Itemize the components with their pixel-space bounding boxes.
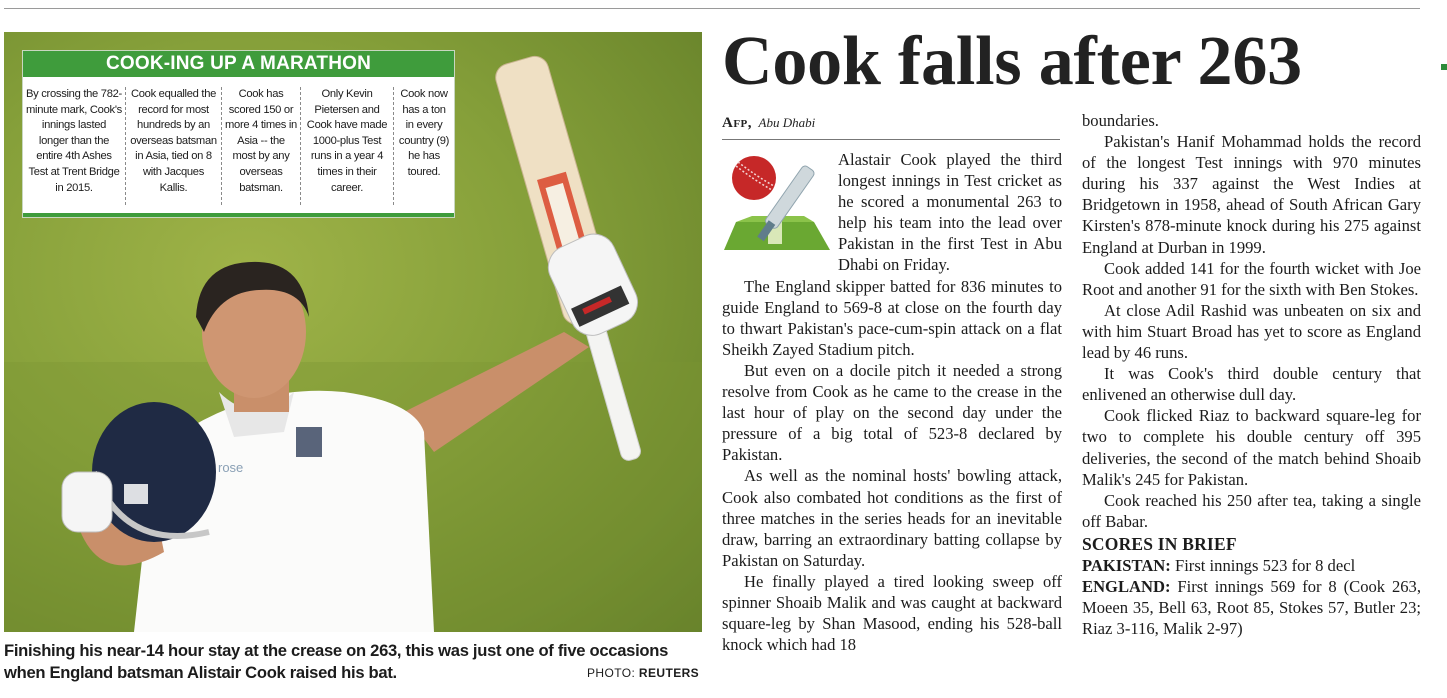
article-paragraph: It was Cook's third double century that enlivened an otherwise dull day. [1082,364,1421,405]
top-rule [4,8,1420,9]
headline: Cook falls after 263 [722,23,1302,100]
svg-text:rose: rose [218,460,244,475]
score-pakistan-text: First innings 523 for 8 decl [1174,555,1356,575]
article-paragraph: As well as the nominal hosts' bowling attack, Cook also combated hot conditions as the first of three matches in the series heads for an inevitable draw, barring an extraordinary batting collapse by Pakistan on Saturday. [722,466,1062,570]
article-column-1 [722,149,1062,655]
article-paragraph: Pakistan's Hanif Mohammad holds the record of the longest Test innings with 970 minutes during his 337 against the West Indies at Bridgetown in 1958, ahead of South African Gary Kirsten's 878-minute knock during his 275 against England at Durban in 1999. [1082,132,1421,257]
score-england-label: ENGLAND: [1082,576,1171,596]
score-england-text: First innings 569 for 8 (Cook 263, Moeen 35, Bell 63, Root 85, Stokes 57, Butler 23; Riaz 3-116, Malik 2-97) [1082,576,1421,639]
article-paragraph: Cook added 141 for the fourth wicket with Joe Root and another 91 for the sixth with Ben Stokes. [1082,258,1421,299]
fact-box-bar [23,213,454,217]
fact-item: Only Kevin Pietersen and Cook have made 1000-plus Test runs in a year 4 times in their career. [301,87,394,205]
article-paragraph: The England skipper batted for 836 minutes to guide England to 569-8 at close on the fourth day to thwart Pakistan's pace-cum-spin attack on a flat Sheikh Zayed Stadium pitch. [722,276,1062,359]
article-paragraph: Cook reached his 250 after tea, taking a single off Babar. [1082,490,1421,531]
photo-credit-source: REUTERS [638,666,700,680]
fact-item: Cook now has a ton in every country (9) he has toured. [398,88,450,178]
scores-title: SCORES IN BRIEF [1082,533,1237,554]
byline-agency: Afp, [722,115,753,131]
article-continuation: boundaries. [1082,111,1159,130]
article-column-2 [1082,110,1421,639]
article-paragraph: Cook flicked Riaz to backward square-leg for two to complete his double century off 395 deliveries, the second of the match behind Shoaib Malik's 245 for Pakistan. [1082,406,1421,489]
photo-credit-prefix: PHOTO: [587,666,636,680]
photo-credit [587,666,699,680]
score-pakistan [1082,555,1421,576]
fact-item: Cook has scored 150 or more 4 times in Asia -- the most by any overseas batsman. [222,87,301,205]
edge-marker [1441,64,1447,70]
byline-place: Abu Dhabi [758,115,816,130]
fact-columns [23,77,454,205]
article-paragraph: Alastair Cook played the third longest innings in Test cricket as he scored a monumental 263 to help his team into the lead over Pakistan in the first Test in Abu Dhabi on Friday. [838,150,1062,275]
fact-item: Cook equalled the record for most hundreds by an overseas batsman in Asia, tied on 8 with Jacques Kallis. [126,87,222,205]
score-pakistan-label: PAKISTAN: [1082,555,1171,575]
fact-box-title: COOK-ING UP A MARATHON [23,51,454,77]
byline-rule [722,139,1060,140]
article-paragraph: But even on a docile pitch it needed a strong resolve from Cook as he came to the crease in the last hour of play on the second day under the pressure of a big total of 523-8 declared by Pakistan. [722,360,1062,465]
fact-box [22,50,455,218]
fact-item: By crossing the 782-minute mark, Cook's innings lasted longer than the entire 4th Ashes Test at Trent Bridge in 2015. [23,87,126,205]
photo-caption: Finishing his near-14 hour stay at the crease on 263, this was just one of five occasions when England batsman Alistair Cook raised his bat. [4,641,668,682]
article-paragraph: He finally played a tired looking sweep off spinner Shoaib Malik and was caught at backward square-leg by Shan Masood, ending his 528-ball knock which had 18 [722,571,1062,655]
byline [722,115,815,132]
score-england [1082,576,1421,639]
article-paragraph: At close Adil Rashid was unbeaten on six and with him Stuart Broad has yet to score as England lead by 46 runs. [1082,300,1421,363]
